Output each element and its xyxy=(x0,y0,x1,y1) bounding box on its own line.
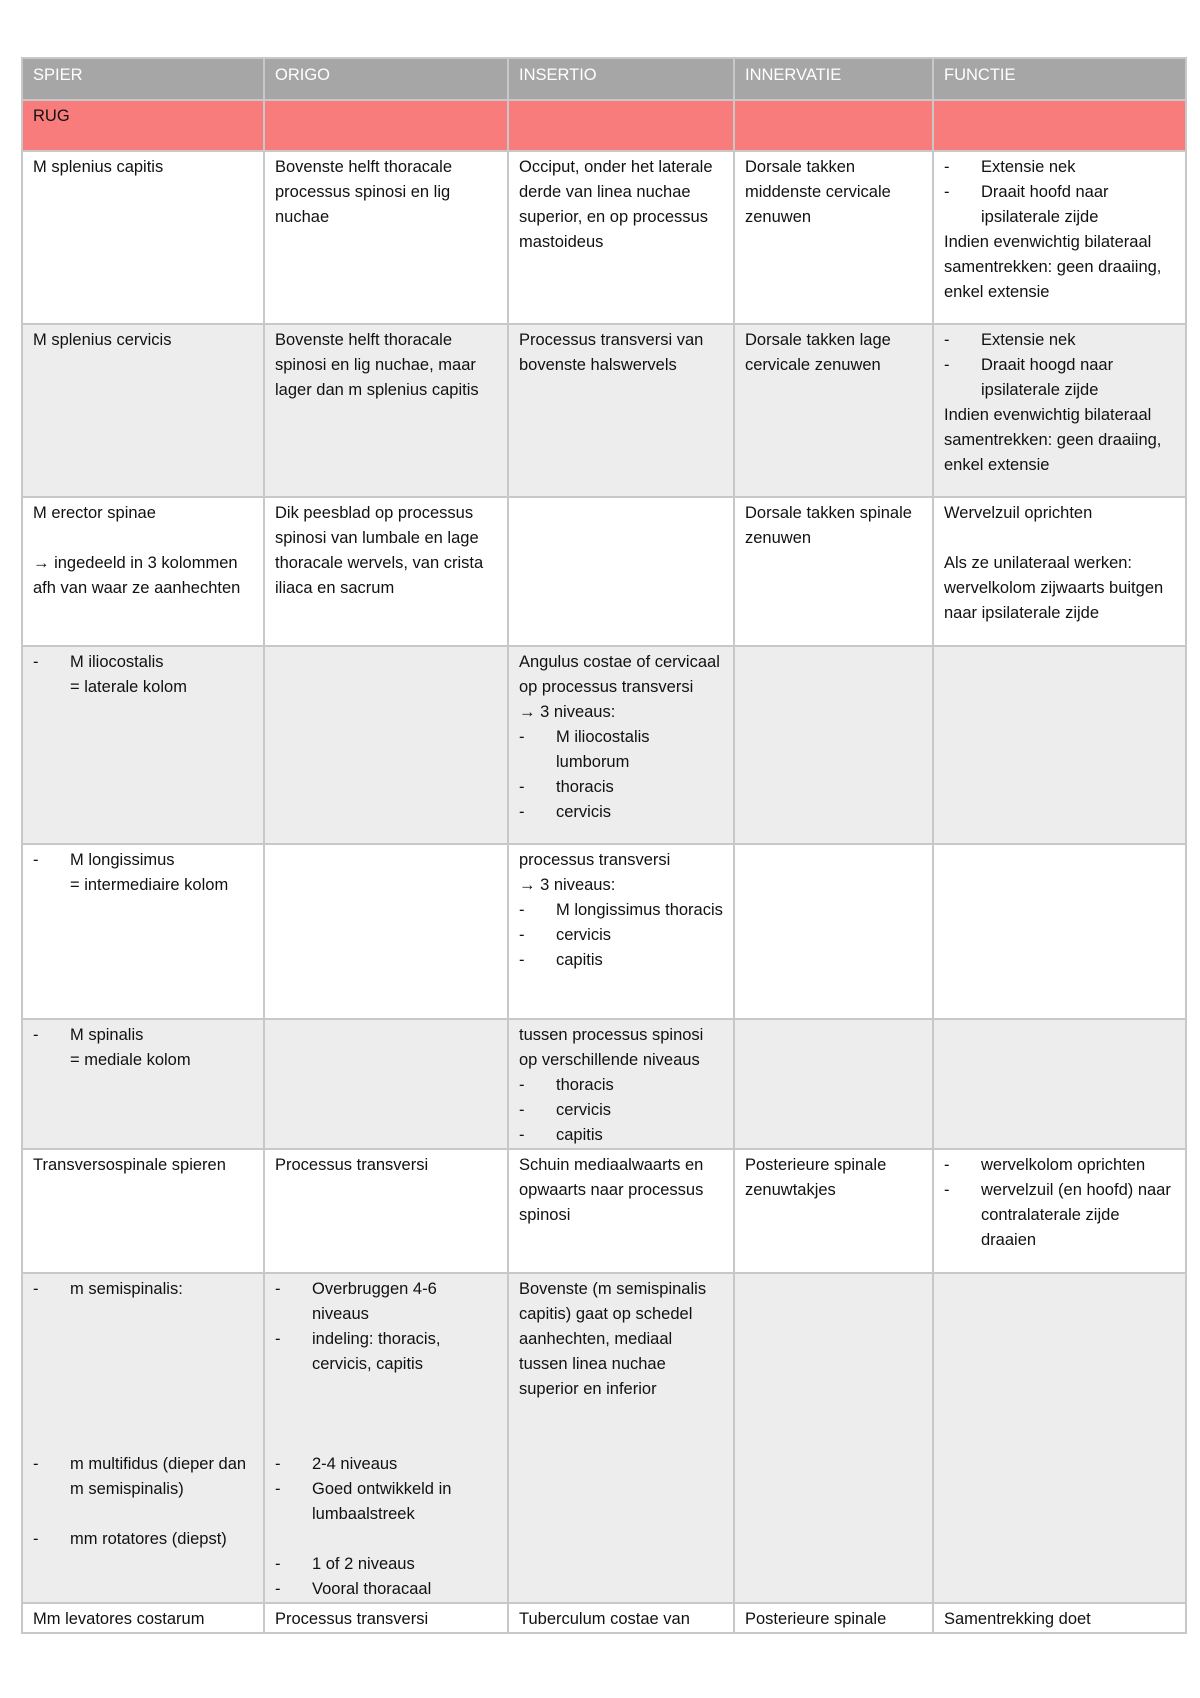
spier-cell xyxy=(22,844,264,1019)
table-row xyxy=(22,1149,1186,1273)
innervatie-cell: Dorsale takken middenste cervicale zenuwen xyxy=(734,151,933,324)
header-insertio: INSERTIO xyxy=(508,58,734,100)
insertio-cell: Bovenste (m semispinalis capitis) gaat op schedel aanhechten, mediaal tussen linea nuchae superior en inferior xyxy=(508,1273,734,1603)
arrow-right-icon: → xyxy=(519,876,536,894)
list-item: - Extensie nek xyxy=(944,328,1175,353)
origo-cell xyxy=(264,844,508,1019)
insertio-cell: Processus transversi van bovenste halswervels xyxy=(508,324,734,497)
list-item: - 2-4 niveaus xyxy=(275,1452,497,1477)
table-row xyxy=(22,497,1186,646)
list-item: - M spinalis = mediale kolom xyxy=(33,1023,253,1073)
insertio-cell: tussen processus spinosi op verschillende niveaus - thoracis - cervicis - capitis xyxy=(508,1019,734,1149)
functie-note: Indien evenwichtig bilateraal samentrekken: geen draaiing, enkel extensie xyxy=(944,233,1162,301)
functie-cell xyxy=(933,1019,1186,1149)
list-item: - Overbruggen 4-6 niveaus xyxy=(275,1277,497,1327)
spier-cell: Transversospinale spieren xyxy=(22,1149,264,1273)
list-item: - 1 of 2 niveaus xyxy=(275,1552,497,1577)
list-item: - M longissimus = intermediaire kolom xyxy=(33,848,253,898)
insertio-cell: processus transversi → 3 niveaus: - M longissimus thoracis - cervicis - capitis xyxy=(508,844,734,1019)
spier-cell: Mm levatores costarum xyxy=(22,1603,264,1633)
list-item: - m semispinalis: xyxy=(33,1277,253,1302)
spier-cell: M splenius cervicis xyxy=(22,324,264,497)
levels-list xyxy=(519,1073,723,1148)
spier-cell xyxy=(22,1019,264,1149)
arrow-right-icon: → xyxy=(33,554,50,572)
origo-cell: Bovenste helft thoracale processus spinosi en lig nuchae xyxy=(264,151,508,324)
header-functie: FUNCTIE xyxy=(933,58,1186,100)
functie-cell xyxy=(933,844,1186,1019)
origo-cell: Bovenste helft thoracale spinosi en lig nuchae, maar lager dan m splenius capitis xyxy=(264,324,508,497)
innervatie-cell: Dorsale takken spinale zenuwen xyxy=(734,497,933,646)
muscle-table xyxy=(21,57,1187,1634)
table-row xyxy=(22,1603,1186,1633)
functie-text: Wervelzuil oprichten xyxy=(944,504,1093,522)
functie-cell xyxy=(933,1149,1186,1273)
innervatie-cell: Posterieure spinale xyxy=(734,1603,933,1633)
table-row xyxy=(22,646,1186,844)
list-item: - M iliocostalis = laterale kolom xyxy=(33,650,253,700)
header-spier: SPIER xyxy=(22,58,264,100)
arrow-right-icon: → xyxy=(519,703,536,721)
list-item: - Extensie nek xyxy=(944,155,1175,180)
functie-text: Als ze unilateraal werken: wervelkolom zijwaarts buitgen naar ipsilaterale zijde xyxy=(944,554,1164,622)
list-item: - wervelzuil (en hoofd) naar contralaterale zijde draaien xyxy=(944,1178,1175,1253)
table-header-row xyxy=(22,58,1186,100)
origo-cell xyxy=(264,646,508,844)
insertio-cell: Schuin mediaalwaarts en opwaarts naar processus spinosi xyxy=(508,1149,734,1273)
insertio-cell: Occiput, onder het laterale derde van linea nuchae superior, en op processus mastoideus xyxy=(508,151,734,324)
origo-cell xyxy=(264,1019,508,1149)
origo-cell: Processus transversi xyxy=(264,1149,508,1273)
list-item: - Draait hoogd naar ipsilaterale zijde xyxy=(944,353,1175,403)
spier-cell: M splenius capitis xyxy=(22,151,264,324)
functie-list xyxy=(944,1153,1175,1253)
functie-cell xyxy=(933,151,1186,324)
functie-cell xyxy=(933,1273,1186,1603)
spier-note: → ingedeeld in 3 kolommen afh van waar ze aanhechten xyxy=(33,554,241,597)
section-row-rug xyxy=(22,100,1186,151)
insertio-cell xyxy=(508,497,734,646)
table-row xyxy=(22,1273,1186,1603)
list-item: - mm rotatores (diepst) xyxy=(33,1527,253,1552)
spier-cell xyxy=(22,497,264,646)
list-item: - capitis xyxy=(519,948,723,973)
list-item: - cervicis xyxy=(519,923,723,948)
list-item: - indeling: thoracis, cervicis, capitis xyxy=(275,1327,497,1377)
spier-cell xyxy=(22,1273,264,1603)
spier-name: M erector spinae xyxy=(33,504,156,522)
levels-list xyxy=(519,898,723,973)
header-innervatie: INNERVATIE xyxy=(734,58,933,100)
insertio-cell: Angulus costae of cervicaal op processus transversi → 3 niveaus: - M iliocostalis lumborum - thoracis - cervicis xyxy=(508,646,734,844)
list-item: - thoracis xyxy=(519,775,723,800)
innervatie-cell xyxy=(734,646,933,844)
origo-cell xyxy=(264,1273,508,1603)
functie-note: Indien evenwichtig bilateraal samentrekken: geen draaiing, enkel extensie xyxy=(944,406,1162,474)
table-row xyxy=(22,324,1186,497)
spier-cell xyxy=(22,646,264,844)
innervatie-cell xyxy=(734,1019,933,1149)
table-row xyxy=(22,844,1186,1019)
origo-cell: Dik peesblad op processus spinosi van lumbale en lage thoracale wervels, van crista iliaca en sacrum xyxy=(264,497,508,646)
functie-cell: Samentrekking doet xyxy=(933,1603,1186,1633)
list-item: - m multifidus (dieper dan m semispinalis) xyxy=(33,1452,253,1502)
list-item: - Vooral thoracaal xyxy=(275,1577,497,1602)
list-item: - thoracis xyxy=(519,1073,723,1098)
origo-cell: Processus transversi xyxy=(264,1603,508,1633)
table-row xyxy=(22,1019,1186,1149)
levels-list xyxy=(519,725,723,825)
list-item: - wervelkolom oprichten xyxy=(944,1153,1175,1178)
functie-list xyxy=(944,155,1175,230)
functie-cell xyxy=(933,324,1186,497)
innervatie-cell: Dorsale takken lage cervicale zenuwen xyxy=(734,324,933,497)
innervatie-cell xyxy=(734,1273,933,1603)
functie-cell xyxy=(933,646,1186,844)
list-item: - capitis xyxy=(519,1123,723,1148)
insertio-cell: Tuberculum costae van xyxy=(508,1603,734,1633)
table-row xyxy=(22,151,1186,324)
list-item: - Draait hoofd naar ipsilaterale zijde xyxy=(944,180,1175,230)
list-item: - M longissimus thoracis xyxy=(519,898,723,923)
section-label: RUG xyxy=(22,100,264,151)
functie-list xyxy=(944,328,1175,403)
list-item: - M iliocostalis lumborum xyxy=(519,725,723,775)
functie-cell xyxy=(933,497,1186,646)
innervatie-cell xyxy=(734,844,933,1019)
list-item: - cervicis xyxy=(519,800,723,825)
innervatie-cell: Posterieure spinale zenuwtakjes xyxy=(734,1149,933,1273)
list-item: - cervicis xyxy=(519,1098,723,1123)
list-item: - Goed ontwikkeld in lumbaalstreek xyxy=(275,1477,497,1527)
header-origo: ORIGO xyxy=(264,58,508,100)
